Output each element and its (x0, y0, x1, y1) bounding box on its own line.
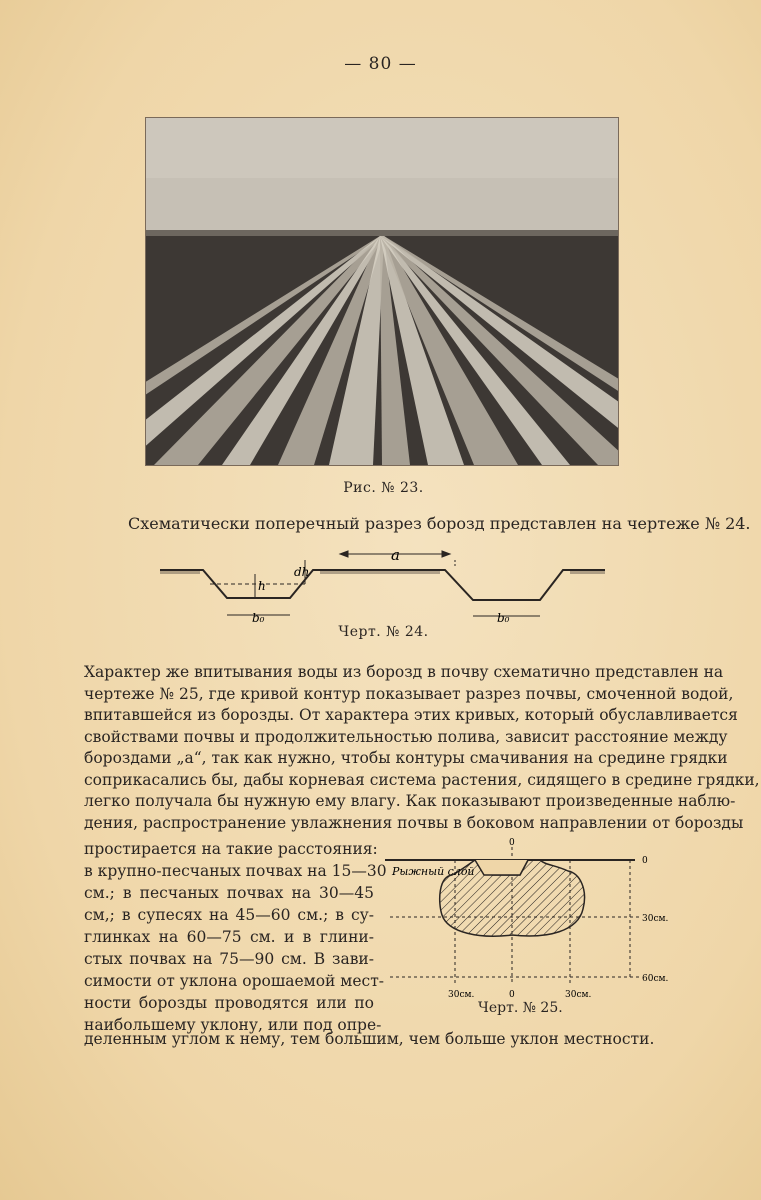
left-column-text (84, 838, 387, 1036)
paragraph-line: легко получала бы нужную ему влагу. Как показывают произведенные наблю- (84, 792, 736, 810)
paragraph-line: дения, распространение увлажнения почвы в боковом направлении от борозды (84, 813, 744, 832)
depth-60-label: 60см. (642, 974, 669, 984)
depth-30-label: 30см. (642, 914, 669, 924)
right-zero-label: 0 (642, 856, 648, 866)
column-line: наибольшему уклону, или под опре- (84, 1016, 382, 1034)
furrow-field-photo (145, 117, 619, 466)
column-line: ности борозды проводятся или по (84, 994, 374, 1012)
lead-sentence: Схематически поперечный разрез борозд представлен на чертеже № 24. (128, 514, 751, 533)
paragraph-line: свойствами почвы и продолжительностью полива, зависит расстояние между (84, 727, 728, 746)
label-h: h (258, 579, 266, 593)
figure-23-caption: Рис. № 23. (343, 480, 424, 496)
final-line: деленным углом к нему, тем большим, чем больше уклон местности. (84, 1030, 655, 1048)
bottom-left-label: 30см. (448, 990, 475, 1000)
label-b0-left: b₀ (252, 611, 265, 625)
soil-wetting-diagram (380, 835, 680, 1000)
layer-label: Рыжный слой (392, 865, 475, 878)
column-line: стых почвах на 75—90 см. В зави- (84, 950, 374, 968)
chart-25-caption: Черт. № 25. (478, 1000, 563, 1016)
paragraph-line: соприкасались бы, дабы корневая система растения, сидящего в средине грядки, (84, 770, 760, 789)
page-number: — 80 — (344, 54, 417, 74)
chart-24-caption: Черт. № 24. (338, 624, 429, 640)
paragraph-line: бороздами „a“, так как нужно, чтобы контуры смачивания на средине грядки (84, 749, 728, 767)
label-dh: dh (294, 565, 310, 579)
bottom-center-label: 0 (509, 990, 515, 1000)
paragraph-line: впитавшейся из борозды. От характера этих кривых, который обуславливается (84, 706, 738, 724)
column-line: глинках на 60—75 см. и в глини- (84, 928, 374, 946)
furrow-cross-section-diagram (155, 540, 615, 625)
column-line: симости от уклона орошаемой мест- (84, 972, 385, 990)
label-b0-right: b₀ (497, 611, 510, 625)
top-zero-label: 0 (509, 838, 515, 848)
paragraph-line: чертеже № 25, где кривой контур показывает разрез почвы, смоченной водой, (84, 684, 734, 703)
main-paragraph (84, 662, 760, 834)
label-a: a (391, 546, 400, 564)
bottom-right-label: 30см. (565, 990, 592, 1000)
column-line: см,; в супесях на 45—60 см.; в су- (84, 906, 374, 924)
column-line: в крупно-песчаных почвах на 15—30 (84, 862, 387, 880)
column-line: простирается на такие расстояния: (84, 840, 378, 858)
column-line: см.; в песчаных почвах на 30—45 (84, 884, 374, 902)
paragraph-line: Характер же впитывания воды из борозд в почву схематично представлен на (84, 663, 724, 681)
